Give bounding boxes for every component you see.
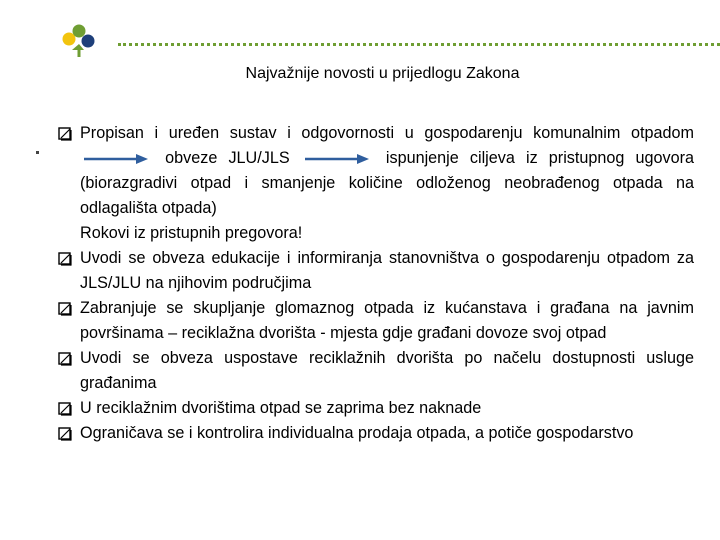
stray-dot xyxy=(36,151,39,154)
page-title: Najvažnije novosti u prijedlogu Zakona xyxy=(245,65,520,82)
checkbox-bullet-icon xyxy=(58,127,72,141)
item-text-part-1: Propisan i uređen sustav i odgovornosti u gospodarenju komunalnim otpadom xyxy=(80,124,694,142)
list-item xyxy=(58,296,694,346)
checkbox-bullet-icon xyxy=(58,352,72,366)
right-arrow-icon xyxy=(84,153,150,165)
item-text: Uvodi se obveza edukacije i informiranja stanovništva o gospodarenju otpadom za JLS/JLU na njihovim područjima xyxy=(80,249,694,292)
checkbox-bullet-icon xyxy=(58,402,72,416)
item-text: Ograničava se i kontrolira individualna prodaja otpada, a potiče gospodarstvo xyxy=(80,424,634,442)
header-rule xyxy=(118,43,720,46)
list-item xyxy=(58,346,694,396)
checkbox-bullet-icon xyxy=(58,252,72,266)
list-item xyxy=(58,246,694,296)
list-item xyxy=(58,121,694,221)
item-text: Uvodi se obveza uspostave reciklažnih dvorišta po načelu dostupnosti usluge građanima xyxy=(80,349,694,392)
item-text-part-3: ispunjenje ciljeva iz pristupnog ugovora (biorazgradivi otpad i smanjenje količine odloženog neobrađenog otpada na odlagališta otpada) xyxy=(80,149,695,217)
content xyxy=(58,121,694,446)
right-arrow-icon xyxy=(305,153,371,165)
item-note: Rokovi iz pristupnih pregovora! xyxy=(80,224,303,242)
list-item xyxy=(58,421,694,446)
list-item xyxy=(58,396,694,421)
item-text: Zabranjuje se skupljanje glomaznog otpada iz kućanstava i građana na javnim površinama – reciklažna dvorišta - mjesta gdje građani dovoze svoj otpad xyxy=(80,299,694,342)
item-text-part-2: obveze JLU/JLS xyxy=(165,149,290,167)
logo xyxy=(55,20,105,62)
logo-icon xyxy=(55,20,105,62)
item-text: U reciklažnim dvorištima otpad se zaprima bez naknade xyxy=(80,399,482,417)
checkbox-bullet-icon xyxy=(58,302,72,316)
checkbox-bullet-icon xyxy=(58,427,72,441)
